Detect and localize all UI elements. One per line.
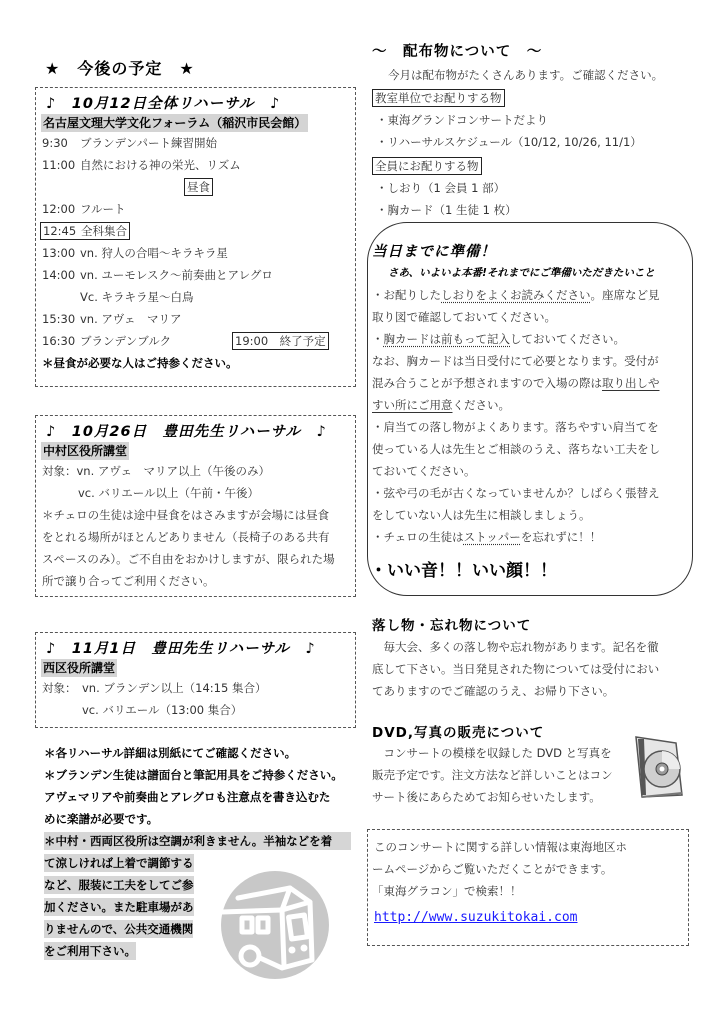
prepare-line: ・弦や弓の毛が古くなっていませんか？しばらく張替え [372,486,660,500]
dvd-line: コンサートの模様を収録した DVD と写真を [372,746,612,760]
info-line: ームページからご覧いただくことができます。 [372,862,613,876]
lost-line: 毎大会、多くの落し物や忘れ物があります。記名を徹 [372,640,659,654]
venue-label: 西区役所講堂 [43,661,116,675]
info-line: 「東海グラコン」で検索！！ [372,884,522,898]
dvd-title: DVD,写真の販売について [372,725,545,741]
rehearsal-box-oct26 [35,415,356,597]
schedule-row: 13:00 vn. 狩人の合唱～キラキラ星 [42,246,228,260]
highlight-note: ＊中村・西両区役所は空調が利きません。半袖などを着 て涼しければ上着で調節する など、服装に工夫をしてご参 加ください。また駐車場があ りませんので、公共交通機関 をご利用下さい。 [44,832,351,960]
schedule-row: 12:00 フルート [42,202,126,216]
target-row: vc. バリエール（13:00 集合） [82,703,243,717]
dvd-line: サート後にあらためてお知らせいたします。 [372,790,601,804]
rehearsal-heading: ♪ 11月1日 豊田先生リハーサル ♪ [46,641,316,657]
schedule-title: ★ 今後の予定 ★ [45,59,195,78]
prepare-line: 混み合うことが予想されますので入場の際は取り出しや [372,376,660,390]
schedule-row: 14:00 vn. ユーモレスク～前奏曲とアレグロ [42,268,273,282]
prepare-title: 当日までに準備！ [372,244,496,260]
schedule-row: 15:30 vn. アヴェ マリア [42,312,182,326]
bus-icon [220,870,330,980]
rehearsal-heading: ♪ 10月26日 豊田先生リハーサル ♪ [46,424,327,440]
prepare-line: ・肩当ての落し物がよくあります。落ちやすい肩当てを [372,420,659,434]
rehearsal-heading: ♪ 10月12日全体リハーサル ♪ [46,96,281,112]
target-row: 対象： vn. ブランデン以上（14:15 集合） [42,681,267,695]
note-line: スペースのみ）。ご不自由をおかけしますが、限られた場 [42,552,335,566]
end-time-label: 19:00 終了予定 [232,330,329,352]
note-line: 所で譲り合ってご利用ください。 [42,574,215,588]
handout-item: ・胸カード（1 生徒 1 枚） [376,203,517,217]
all-handouts-label: 全員にお配りする物 [372,155,482,177]
prepare-line: 取り図で確認しておいてください。 [372,310,556,324]
handout-item: ・東海グランドコンサートだより [376,113,549,127]
target-row: vc. バリエール以上（午前・午後） [78,486,259,500]
lunch-label: 昼食 [184,176,213,198]
prepare-line: すい所にご用意ください。 [372,398,510,412]
handout-item: ・しおり（1 会員 1 部） [376,181,506,195]
handouts-intro: 今月は配布物がたくさんあります。ご確認ください。 [388,68,664,82]
note-line: をとれる場所がほとんどありません（長椅子のある共有 [42,530,330,544]
prepare-line: 使っている人は先生とご相談のうえ、落ちない工夫をし [372,442,661,456]
lunch-note: ＊昼食が必要な人はご持参ください。 [42,356,238,370]
note-line: ＊各リハーサル詳細は別紙にてご確認ください。 [44,746,297,760]
dvd-line: 販売予定です。注文方法など詳しいことはコン [372,768,613,782]
venue-label: 中村区役所講堂 [43,444,128,458]
venue-label: 名古屋文理大学文化フォーラム（稲沢市民会館） [43,116,307,130]
prepare-line: ・お配りしたしおりをよくお読みください。座席など見 [372,288,660,302]
prepare-line: ・胸カードは前もって記入しておいてください。 [372,332,625,346]
lost-line: 底して下さい。当日発見された物については受付におい [372,662,660,676]
schedule-row: Vc. キラキラ星～白鳥 [80,290,194,304]
rehearsal-box-oct12 [35,87,356,387]
lost-items-title: 落し物・忘れ物について [372,618,532,634]
prepare-line: ・チェロの生徒はストッパーを忘れずに！！ [372,530,602,544]
note-line: ＊ブランデン生徒は譜面台と筆記用具をご持参ください。 [44,768,343,782]
prepare-line: をしていない人は先生に相談しましょう。 [372,508,591,522]
info-line: このコンサートに関する詳しい情報は東海地区ホ [374,840,627,854]
schedule-row: 16:30 ブランデンブルク [42,334,172,348]
prepare-line: ておいてください。 [372,464,476,478]
dvd-case-icon [632,733,688,801]
note-line: ＊チェロの生徒は途中昼食をはさみますが会場には昼食 [42,508,330,522]
handout-item: ・リハーサルスケジュール（10/12, 10/26, 11/1） [376,135,642,149]
lost-line: てありますのでご確認のうえ、お帰り下さい。 [372,684,615,698]
handouts-title: ～ 配布物について ～ [372,44,543,60]
prepare-line: なお、胸カードは当日受付にて必要となります。受付が [372,354,659,368]
slogan: ・いい音！！いい顔！！ [370,561,557,581]
prepare-subtitle: さあ、いよいよ本番!それまでにご準備いただきたいこと [388,267,655,279]
schedule-row: 9:30 ブランデンパート練習開始 [42,136,217,150]
schedule-row-all-gather: 12:45 全科集合 [40,220,130,242]
note-line: アヴェマリアや前奏曲とアレグロも注意点を書き込むた [44,790,331,804]
schedule-row: 11:00 自然における神の栄光、リズム [42,158,241,172]
website-link[interactable]: http://www.suzukitokai.com [374,910,578,925]
note-line: めに楽譜が必要です。 [44,812,159,826]
info-box [367,829,689,946]
class-handouts-label: 教室単位でお配りする物 [372,87,505,109]
target-row: 対象：vn. アヴェ マリア以上（午後のみ） [42,464,270,478]
rehearsal-box-nov1 [35,632,356,728]
